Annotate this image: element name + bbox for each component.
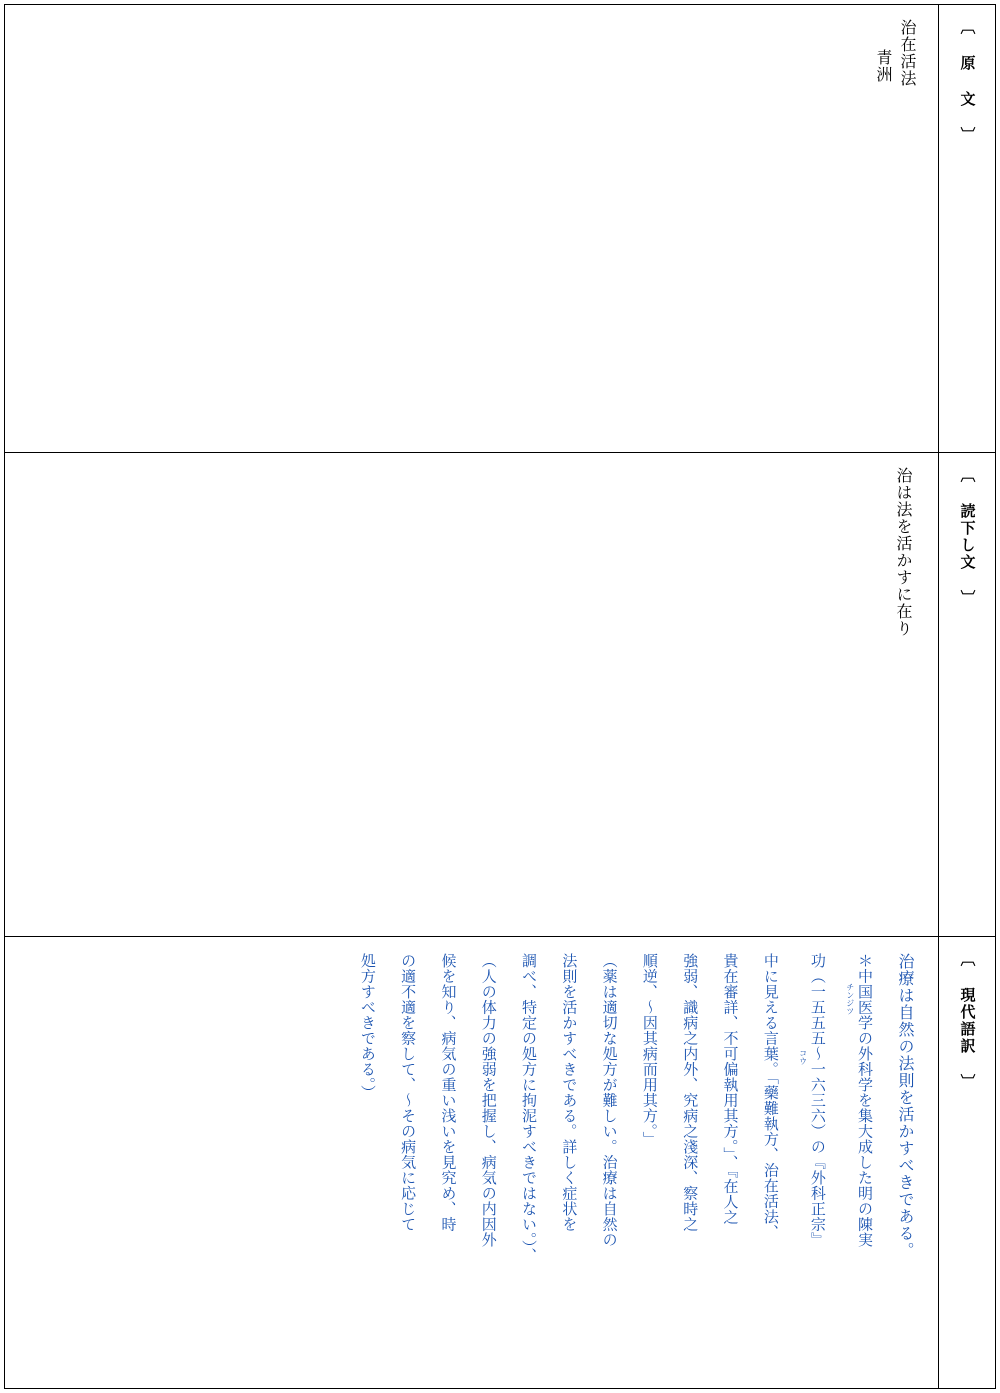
row-label-modern-text: 〔 現代語訳 〕 [958,951,976,1091]
original-title: 治在活法 [898,19,915,87]
original-author: 青洲 [874,49,891,83]
note-column-9: （人の体力の強弱を把握し、病気の内因外 [479,953,497,1248]
note-column-3: 貴在審詳、不可偏執用其方。」、『在人之 [721,953,739,1225]
ruby-chinjitsu: チンジツ [845,983,855,1015]
row-content-reading [5,453,938,936]
note-column-2: 中に見える言葉。「藥難執方、治在活法、 [761,953,779,1240]
row-label-reading-text: 〔 読下し文 〕 [958,467,976,607]
three-row-table [4,4,996,1389]
note-column-11: の適不適を察して、〜その病気に応じて [399,953,417,1232]
note-column-1: 功（一五五五〜一六三六）の『外科正宗』 [808,953,826,1248]
modern-headline: 治療は自然の法則を活かすべきである。 [896,953,913,1259]
note-column-10: 候を知り、病気の重い浅いを見究め、時 [439,953,457,1232]
ruby-kou: コウ [798,1049,808,1065]
row-label-modern [938,937,995,1388]
note-column-7: 法則を活かすべきである。詳しく症状を [560,953,578,1232]
row-reading-text [5,453,995,937]
note-column-6: （薬は適切な処方が難しい。治療は自然の [600,953,618,1248]
row-label-reading [938,453,995,936]
row-content-modern [5,937,938,1388]
note-column-4: 強弱、識病之内外、究病之淺深、察時之 [681,953,699,1232]
row-original-text [5,5,995,453]
row-label-original [938,5,995,452]
note-column-8: 調べ、特定の処方に拘泥すべきではない。）、 [520,953,538,1264]
note-column-12: 処方すべきである。） [358,953,376,1101]
row-content-original [5,5,938,452]
note-column-0: ＊中国医学の外科学を集大成した明の陳実 [856,953,873,1248]
reading-body: 治は法を活かすに在り [894,467,911,637]
row-modern-translation [5,937,995,1388]
note-column-5: 順逆、〜因其病而用其方。」 [640,953,658,1147]
row-label-original-text: 〔 原 文 〕 [958,19,976,144]
